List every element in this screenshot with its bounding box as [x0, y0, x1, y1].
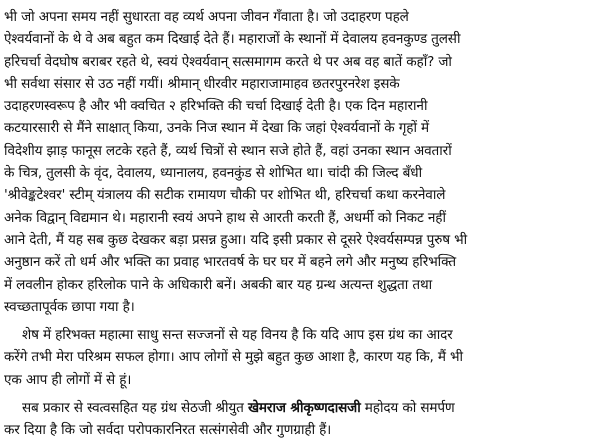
text-line: ऐश्वर्यवानों के थे वे अब बहुत कम दिखाई देते हैं। महाराजों के स्थानों में देवालय हवनकुण्ड तुलसी [4, 31, 461, 48]
text-line: अनुष्ठान करें तो धर्म और भक्ति का प्रवाह भारतवर्ष के घर घर में बहने लगे और मनुष्य हरिभक्ति [4, 254, 456, 271]
text-line: 'श्रीवेङ्कटेश्वर' स्टीम् यंत्रालय की सटीक रामायण चौकी पर शोभित थी, हरिचर्चा कथा करनेवाले [4, 187, 446, 204]
text-line: हरिचर्चा वेदघोष बराबर रहते थे, स्वयं ऐश्वर्यवान् सत्समागम करते थे पर अब वह बातें कहाँ? जो [4, 53, 452, 70]
text-line [4, 397, 596, 419]
paragraph-2 [4, 324, 596, 391]
text-line: के चित्र, तुलसी के वृंद, देवालय, ध्यानालय, हवनकुंड से शोभित था। चांदी की जिल्द बँधी [4, 165, 422, 182]
text-line: स्वच्छतापूर्वक छापा गया है। [4, 298, 135, 315]
dedication-text-before: सब प्रकार से स्वत्वसहित यह ग्रंथ सेठजी श्रीयुत [22, 400, 248, 417]
text-line: विदेशीय झाड़ फानूस लटके रहते हैं, व्यर्थ चित्रों से स्थान सजे होते हैं, वहां उनका स्थान अवतारों [4, 142, 452, 159]
text-line: उदाहरणस्वरूप है और भी क्वचित २ हरिभक्ति की चर्चा दिखाई देती है। एक दिन महारानी [4, 98, 428, 115]
document-page [4, 6, 596, 442]
text-line: अनेक विद्वान् विद्यमान थे। महारानी स्वयं अपने हाथ से आरती करती हैं, अधर्मी को निकट नहीं [4, 209, 446, 226]
dedication-text-after: महोदय को समर्पण [360, 400, 455, 417]
paragraph-1 [4, 6, 596, 318]
text-line: शेष में हरिभक्त महात्मा साधु सन्त सज्जनों से यह विनय है कि यदि आप इस ग्रंथ का आदर [22, 327, 453, 344]
dedication-name-bold: खेमराज श्रीकृष्णदासजी [247, 400, 361, 417]
text-line: कटयारसारी से मैंने साक्षात् किया, उनके निज स्थान में देखा कि जहां ऐश्वर्यवानों के गृहों में [4, 120, 430, 137]
text-line: आने देती, मैं यह सब कुछ देखकर बड़ा प्रसन्न हुआ। यदि इसी प्रकार से दूसरे ऐश्वर्यसम्पन्न पुरुष भी [4, 231, 468, 248]
text-line: भी सर्वथा संसार से उठ नहीं गयीं। श्रीमान् धीरवीर महाराजामाहव छतरपुरनरेश इसके [4, 75, 400, 92]
paragraph-3 [4, 397, 596, 442]
text-line: में लवलीन होकर हरिलोक पाने के अधिकारी बनें। अबकी बार यह ग्रन्थ अत्यन्त शुद्धता तथा [4, 276, 433, 293]
text-line: भी जो अपना समय नहीं सुधारता वह व्यर्थ अपना जीवन गँवाता है। जो उदाहरण पहले [4, 9, 409, 25]
text-line: कर दिया है कि जो सर्वदा परोपकारनिरत सत्संगसेवी और गुणग्राही हैं। [4, 422, 332, 439]
text-line: एक आप ही लोगों में से हूं। [4, 371, 132, 388]
text-line: करेंगे तभी मेरा परिश्रम सफल होगा। आप लोगों से मुझे बहुत कुछ आशा है, कारण यह कि, मैं भी [4, 349, 463, 366]
